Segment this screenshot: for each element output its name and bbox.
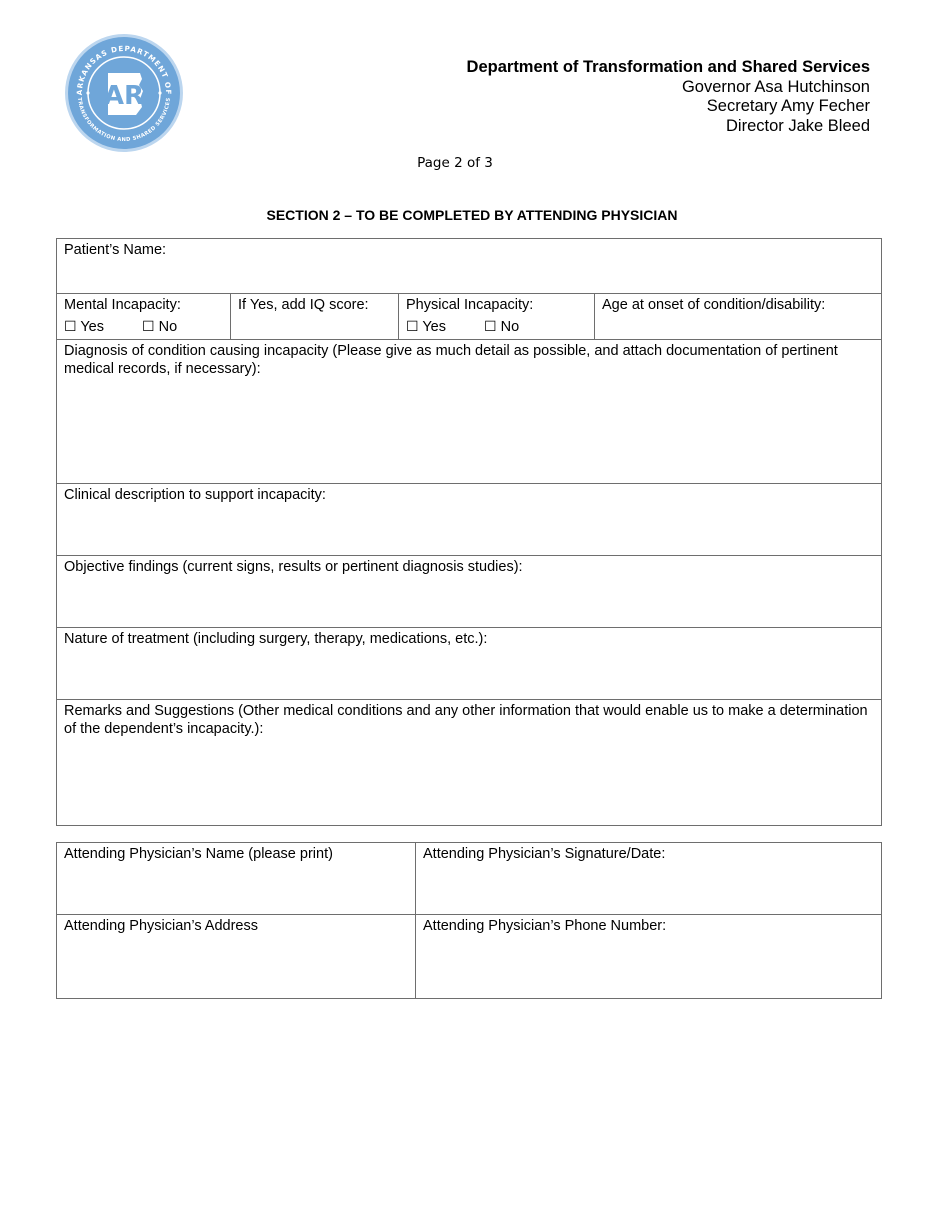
checkbox-icon: ☐ — [406, 318, 419, 335]
remarks-label: Remarks and Suggestions (Other medical conditions and any other information that would enable us to make a determination of the dependent’s incapacity.): — [64, 703, 868, 737]
section-title: SECTION 2 – TO BE COMPLETED BY ATTENDING PHYSICIAN — [266, 207, 678, 223]
patient-name-field[interactable] — [57, 239, 882, 294]
seal-graphic — [64, 33, 184, 153]
physician-address-label: Attending Physician’s Address — [64, 918, 258, 934]
physician-info-table — [56, 842, 882, 999]
nature-of-treatment-field[interactable] — [57, 628, 882, 700]
mental-incapacity-cell — [57, 294, 231, 340]
nature-of-treatment-label: Nature of treatment (including surgery, therapy, medications, etc.): — [64, 631, 488, 647]
letterhead — [467, 58, 870, 136]
physical-incapacity-cell — [399, 294, 595, 340]
objective-findings-label: Objective findings (current signs, results or pertinent diagnosis studies): — [64, 559, 523, 575]
diagnosis-label: Diagnosis of condition causing incapacity (Please give as much detail as possible, and attach documentation of pertinent medical records, if necessary): — [64, 343, 838, 377]
physician-phone-field[interactable] — [416, 915, 882, 999]
department-seal-logo — [64, 33, 184, 153]
secretary-name: Secretary Amy Fecher — [706, 97, 870, 115]
no-label: No — [158, 318, 178, 335]
mental-incapacity-yes-checkbox[interactable] — [64, 319, 142, 337]
checkbox-icon: ☐ — [142, 318, 155, 335]
seal-center-text: AR — [103, 81, 145, 111]
no-label: No — [500, 318, 520, 335]
checkbox-icon: ☐ — [64, 318, 77, 335]
physical-incapacity-no-checkbox[interactable] — [484, 319, 519, 335]
mental-incapacity-no-checkbox[interactable] — [142, 319, 177, 335]
patient-name-label: Patient’s Name: — [64, 242, 167, 258]
physician-phone-label: Attending Physician’s Phone Number: — [423, 918, 667, 934]
seal-top-text: ARKANSAS DEPARTMENT OF — [74, 43, 174, 96]
physician-form-table — [56, 238, 882, 826]
physician-signature-field[interactable] — [416, 843, 882, 915]
age-at-onset-label: Age at onset of condition/disability: — [602, 297, 826, 313]
iq-score-label: If Yes, add IQ score: — [238, 297, 369, 313]
yes-label: Yes — [422, 318, 446, 335]
physician-name-field[interactable] — [57, 843, 416, 915]
department-name: Department of Transformation and Shared Services — [466, 58, 870, 76]
remarks-field[interactable] — [57, 700, 882, 826]
physician-address-field[interactable] — [57, 915, 416, 999]
diagnosis-field[interactable] — [57, 340, 882, 484]
physical-incapacity-yes-checkbox[interactable] — [406, 319, 484, 337]
iq-score-field[interactable] — [231, 294, 399, 340]
governor-name: Governor Asa Hutchinson — [681, 77, 870, 96]
clinical-description-label: Clinical description to support incapacity: — [64, 487, 326, 503]
objective-findings-field[interactable] — [57, 556, 882, 628]
page-number: Page 2 of 3 — [417, 155, 493, 171]
yes-label: Yes — [80, 318, 104, 335]
age-at-onset-field[interactable] — [595, 294, 882, 340]
physician-signature-label: Attending Physician’s Signature/Date: — [423, 846, 666, 862]
clinical-description-field[interactable] — [57, 484, 882, 556]
mental-incapacity-label: Mental Incapacity: — [64, 297, 181, 313]
director-name: Director Jake Bleed — [726, 116, 870, 135]
physical-incapacity-label: Physical Incapacity: — [406, 297, 534, 313]
seal-bottom-text: TRANSFORMATION AND SHARED SERVICES — [76, 97, 172, 143]
physician-name-label: Attending Physician’s Name (please print) — [64, 846, 333, 862]
checkbox-icon: ☐ — [484, 318, 497, 335]
